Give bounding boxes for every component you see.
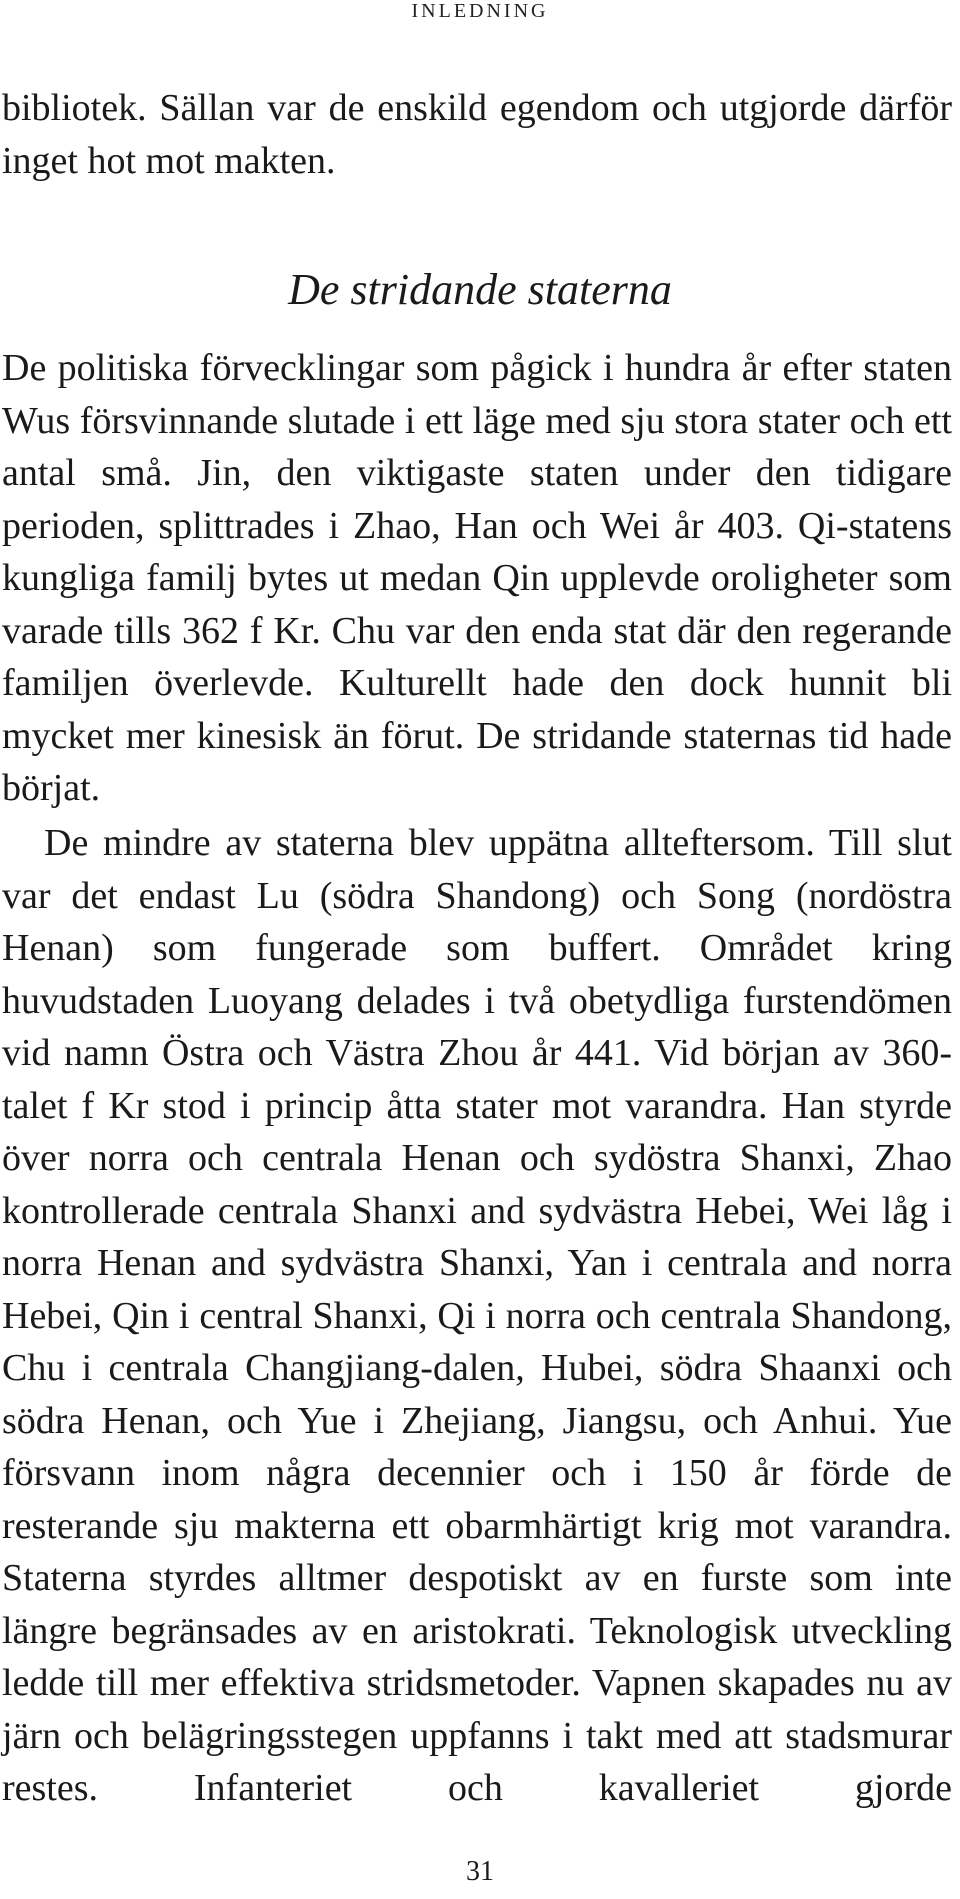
running-head: INLEDNING <box>411 0 549 22</box>
page-number: 31 <box>466 1856 494 1887</box>
paragraph-body: De mindre av staterna blev uppätna allteftersom. Till slut var det endast Lu (södra Shandong) och Song (nordöstra Henan) som fungerade som buffert. Området kring huvudstaden Luoyang delades i två obetydliga furstendömen vid namn Östra och Västra Zhou år 441. Vid början av 360-talet f Kr stod i princip åtta stater mot varandra. Han styrde över norra och centrala Henan och sydöstra Shanxi, Zhao kontrollerade centrala Shanxi and sydvästra Hebei, Wei låg i norra Henan and sydvästra Shanxi, Yan i centrala and norra Hebei, Qin i central Shanxi, Qi i norra och centrala Shandong, Chu i centrala Changjiang-dalen, Hubei, södra Shaanxi och södra Henan, och Yue i Zhejiang, Jiangsu, och Anhui. Yue försvann inom några decennier och i 150 år förde de resterande sju makterna ett obarmhärtigt krig mot varandra. Staterna styrdes alltmer despotiskt av en furste som inte längre begränsades av en aristokrati. Teknologisk utveckling ledde till mer effektiva stridsmetoder. Vapnen skapades nu av järn och belägringsstegen uppfanns i takt med att stadsmurar restes. Infanteriet och kavalleriet gjorde <box>2 822 952 1809</box>
paragraph-intro: De politiska förvecklingar som pågick i hundra år efter staten Wus försvinnande slutade i ett läge med sju stora stater och ett antal små. Jin, den viktigaste staten under den tidigare perioden, splittrades i Zhao, Han och Wei år 403. Qi-statens kungliga familj bytes ut medan Qin upplevde oroligheter som varade tills 362 f Kr. Chu var den enda stat där den regerande familjen överlevde. Kulturellt hade den dock hunnit bli mycket mer kinesisk än förut. De stridande staternas tid hade börjat. <box>2 347 952 809</box>
paragraph-continued: bibliotek. Sällan var de enskild egendom och utgjorde därför inget hot mot makten. <box>2 87 952 182</box>
section-title: De stridande staterna <box>288 265 672 314</box>
